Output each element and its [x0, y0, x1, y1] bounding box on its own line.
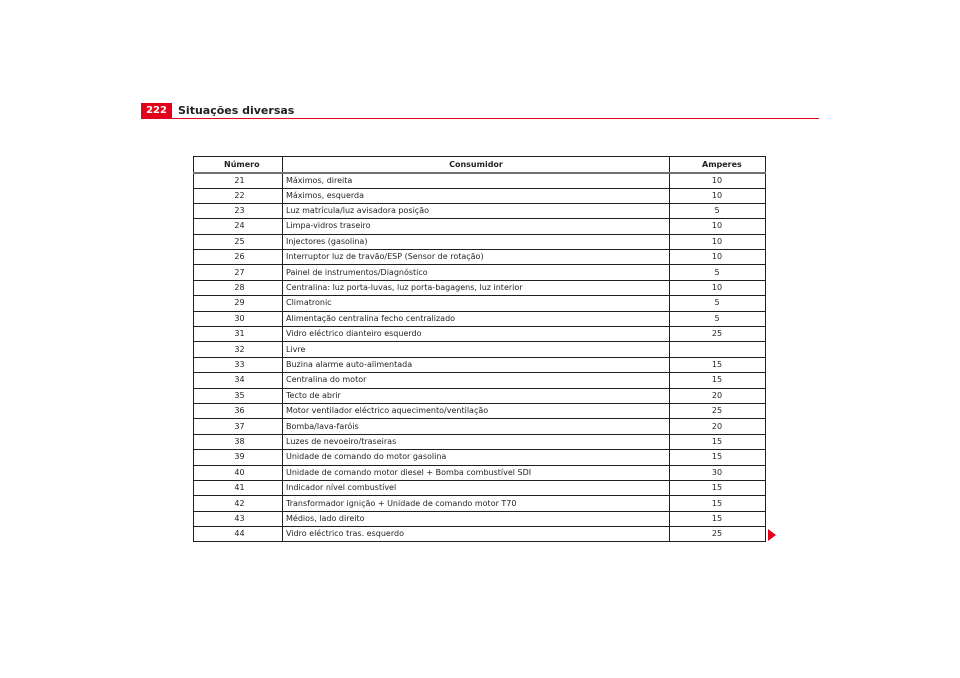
fuse-amperes: 20 [670, 419, 766, 434]
fuse-number: 29 [194, 296, 283, 311]
fuse-number: 28 [194, 280, 283, 295]
fuse-number: 35 [194, 388, 283, 403]
fuse-amperes: 10 [670, 219, 766, 234]
fuse-amperes: 5 [670, 296, 766, 311]
fuse-number: 21 [194, 173, 283, 189]
fuse-consumer: Máximos, esquerda [283, 188, 670, 203]
fuse-amperes: 10 [670, 173, 766, 189]
fuse-number: 36 [194, 403, 283, 418]
fuse-number: 44 [194, 527, 283, 542]
fuse-consumer: Unidade de comando do motor gasolina [283, 450, 670, 465]
page-number: 222 [141, 103, 172, 118]
fuse-consumer: Centralina: luz porta-luvas, luz porta-bagagens, luz interior [283, 280, 670, 295]
fuse-consumer: Centralina do motor [283, 373, 670, 388]
fuse-consumer: Limpa-vidros traseiro [283, 219, 670, 234]
fuse-consumer: Injectores (gasolina) [283, 234, 670, 249]
fuse-amperes: 15 [670, 434, 766, 449]
fuse-consumer: Máximos, direita [283, 173, 670, 189]
table-row [194, 450, 766, 465]
fuse-amperes: 5 [670, 311, 766, 326]
column-header-number: Número [194, 157, 283, 173]
fuse-amperes: 10 [670, 280, 766, 295]
fuse-amperes: 10 [670, 234, 766, 249]
fuse-consumer: Indicador nível combustível [283, 480, 670, 495]
next-page-arrow-icon [768, 529, 776, 541]
fuse-number: 37 [194, 419, 283, 434]
fuse-consumer: Vidro eléctrico dianteiro esquerdo [283, 327, 670, 342]
table-row [194, 234, 766, 249]
fuse-number: 27 [194, 265, 283, 280]
fuse-amperes: 5 [670, 265, 766, 280]
fuse-amperes: 10 [670, 250, 766, 265]
fuse-consumer: Luz matrícula/luz avisadora posição [283, 203, 670, 218]
fuse-amperes: 15 [670, 496, 766, 511]
table-row [194, 250, 766, 265]
fuse-consumer: Vidro eléctrico tras. esquerdo [283, 527, 670, 542]
table-row [194, 527, 766, 542]
fuse-table-body [194, 173, 766, 542]
fuse-number: 42 [194, 496, 283, 511]
fuse-table [193, 156, 766, 542]
table-row [194, 311, 766, 326]
column-header-consumer: Consumidor [283, 157, 670, 173]
fuse-number: 23 [194, 203, 283, 218]
fuse-number: 43 [194, 511, 283, 526]
table-row [194, 173, 766, 189]
fuse-amperes: 5 [670, 203, 766, 218]
fuse-consumer: Buzina alarme auto-alimentada [283, 357, 670, 372]
fuse-amperes: 15 [670, 373, 766, 388]
table-row [194, 265, 766, 280]
table-row [194, 434, 766, 449]
fuse-number: 33 [194, 357, 283, 372]
fuse-number: 26 [194, 250, 283, 265]
fuse-consumer: Médios, lado direito [283, 511, 670, 526]
table-row [194, 403, 766, 418]
table-row [194, 419, 766, 434]
table-row [194, 219, 766, 234]
fuse-number: 25 [194, 234, 283, 249]
fuse-amperes [670, 342, 766, 357]
fuse-consumer: Alimentação centralina fecho centralizado [283, 311, 670, 326]
table-row [194, 203, 766, 218]
fuse-number: 32 [194, 342, 283, 357]
fuse-number: 40 [194, 465, 283, 480]
fuse-consumer: Unidade de comando motor diesel + Bomba combustível SDI [283, 465, 670, 480]
table-row [194, 327, 766, 342]
fuse-consumer: Bomba/lava-faróis [283, 419, 670, 434]
fuse-amperes: 25 [670, 403, 766, 418]
fuse-number: 38 [194, 434, 283, 449]
section-title: Situações diversas [178, 104, 295, 117]
fuse-number: 39 [194, 450, 283, 465]
fuse-consumer: Livre [283, 342, 670, 357]
table-row [194, 357, 766, 372]
fuse-amperes: 15 [670, 450, 766, 465]
fuse-amperes: 10 [670, 188, 766, 203]
fuse-consumer: Tecto de abrir [283, 388, 670, 403]
fuse-amperes: 20 [670, 388, 766, 403]
header-divider [141, 118, 819, 119]
fuse-number: 34 [194, 373, 283, 388]
fuse-amperes: 25 [670, 327, 766, 342]
fuse-table-header [194, 157, 766, 173]
fuse-consumer: Climatronic [283, 296, 670, 311]
table-row [194, 480, 766, 495]
column-header-amperes: Amperes [670, 157, 766, 173]
table-row [194, 388, 766, 403]
fuse-amperes: 15 [670, 480, 766, 495]
fuse-consumer: Luzes de nevoeiro/traseiras [283, 434, 670, 449]
fuse-amperes: 25 [670, 527, 766, 542]
table-row [194, 280, 766, 295]
fuse-number: 31 [194, 327, 283, 342]
fuse-number: 22 [194, 188, 283, 203]
fuse-number: 30 [194, 311, 283, 326]
fuse-consumer: Motor ventilador eléctrico aquecimento/ventilação [283, 403, 670, 418]
table-row [194, 373, 766, 388]
table-row [194, 296, 766, 311]
fuse-consumer: Interruptor luz de travão/ESP (Sensor de rotação) [283, 250, 670, 265]
fuse-number: 24 [194, 219, 283, 234]
table-row [194, 465, 766, 480]
table-row [194, 511, 766, 526]
fuse-consumer: Transformador ignição + Unidade de comando motor T70 [283, 496, 670, 511]
table-row [194, 342, 766, 357]
fuse-amperes: 15 [670, 511, 766, 526]
fuse-number: 41 [194, 480, 283, 495]
fuse-amperes: 30 [670, 465, 766, 480]
fuse-consumer: Painel de instrumentos/Diagnóstico [283, 265, 670, 280]
table-row [194, 188, 766, 203]
fuse-amperes: 15 [670, 357, 766, 372]
table-row [194, 496, 766, 511]
